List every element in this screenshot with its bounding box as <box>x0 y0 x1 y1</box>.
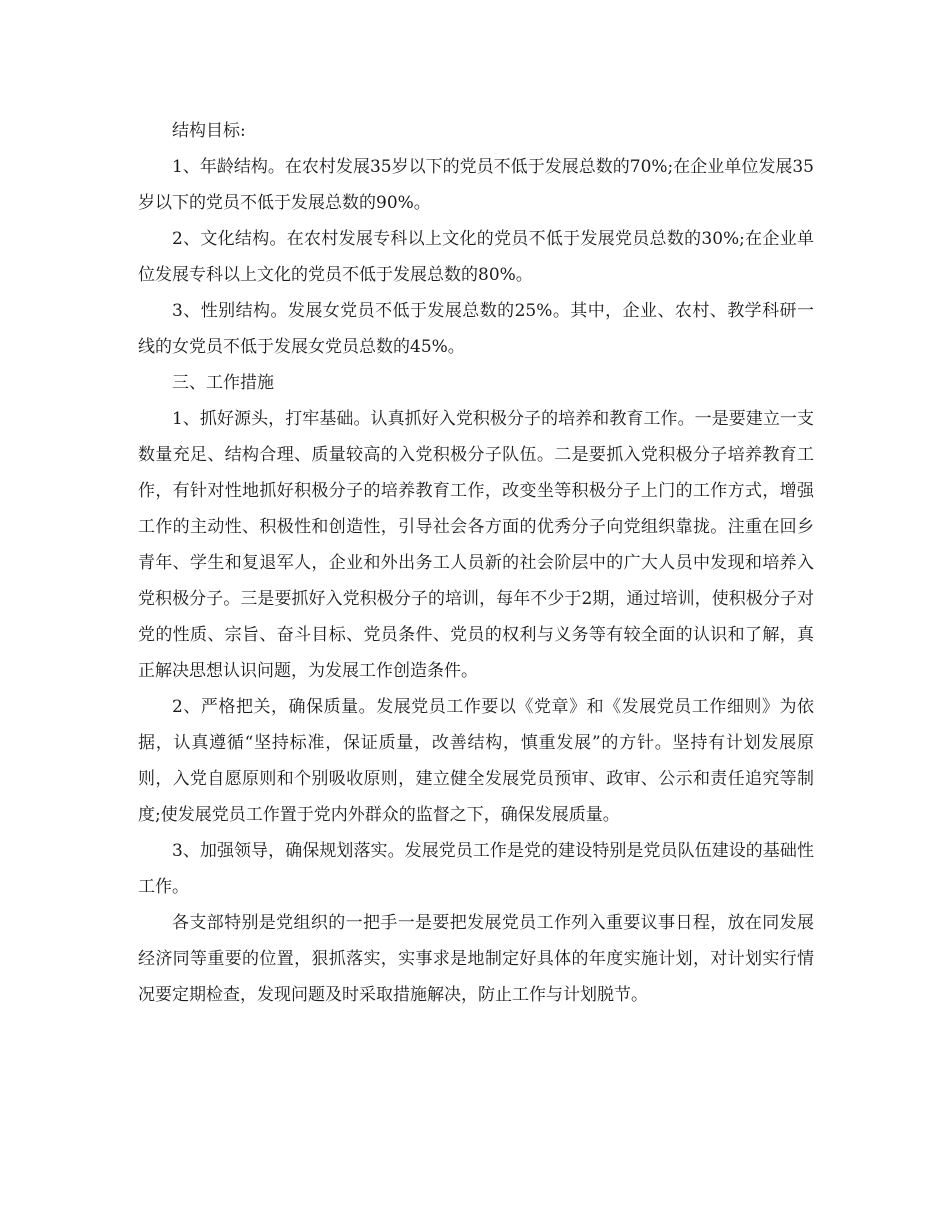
paragraph-age-structure: 1、年龄结构。在农村发展35岁以下的党员不低于发展总数的70%;在企业单位发展35岁以下的党员不低于发展总数的90%。 <box>138 157 814 213</box>
document-body <box>138 113 814 1013</box>
paragraph-gender-structure: 3、性别结构。发展女党员不低于发展总数的25%。其中，企业、农村、教学科研一线的女党员不低于发展女党员总数的45%。 <box>138 301 814 357</box>
paragraph-measure-1: 1、抓好源头，打牢基础。认真抓好入党积极分子的培养和教育工作。一是要建立一支数量充足、结构合理、质量较高的入党积极分子队伍。二是要抓入党积极分子培养教育工作，有针对性地抓好积极分子的培养教育工作，改变坐等积极分子上门的工作方式，增强工作的主动性、积极性和创造性，引导社会各方面的优秀分子向党组织靠拢。注重在回乡青年、学生和复退军人，企业和外出务工人员新的社会阶层中的广大人员中发现和培养入党积极分子。三是要抓好入党积极分子的培训，每年不少于2期，通过培训，使积极分子对党的性质、宗旨、奋斗目标、党员条件、党员的权利与义务等有较全面的认识和了解，真正解决思想认识问题，为发展工作创造条件。 <box>138 409 814 681</box>
paragraph-education-structure: 2、文化结构。在农村发展专科以上文化的党员不低于发展党员总数的30%;在企业单位发展专科以上文化的党员不低于发展总数的80%。 <box>138 229 814 285</box>
paragraph-branch-leadership: 各支部特别是党组织的一把手一是要把发展党员工作列入重要议事日程，放在同发展经济同等重要的位置，狠抓落实，实事求是地制定好具体的年度实施计划，对计划实行情况要定期检查，发现问题及时采取措施解决，防止工作与计划脱节。 <box>138 913 814 1005</box>
section-heading-work-measures: 三、工作措施 <box>172 373 274 393</box>
paragraph-measure-2: 2、严格把关，确保质量。发展党员工作要以《党章》和《发展党员工作细则》为依据，认真遵循“坚持标准，保证质量，改善结构，慎重发展”的方针。坚持有计划发展原则，入党自愿原则和个别吸收原则，建立健全发展党员预审、政审、公示和责任追究等制度;使发展党员工作置于党内外群众的监督之下，确保发展质量。 <box>138 697 814 825</box>
paragraph-measure-3: 3、加强领导，确保规划落实。发展党员工作是党的建设特别是党员队伍建设的基础性工作。 <box>138 841 814 897</box>
paragraph-structure-goals: 结构目标: <box>172 121 246 141</box>
